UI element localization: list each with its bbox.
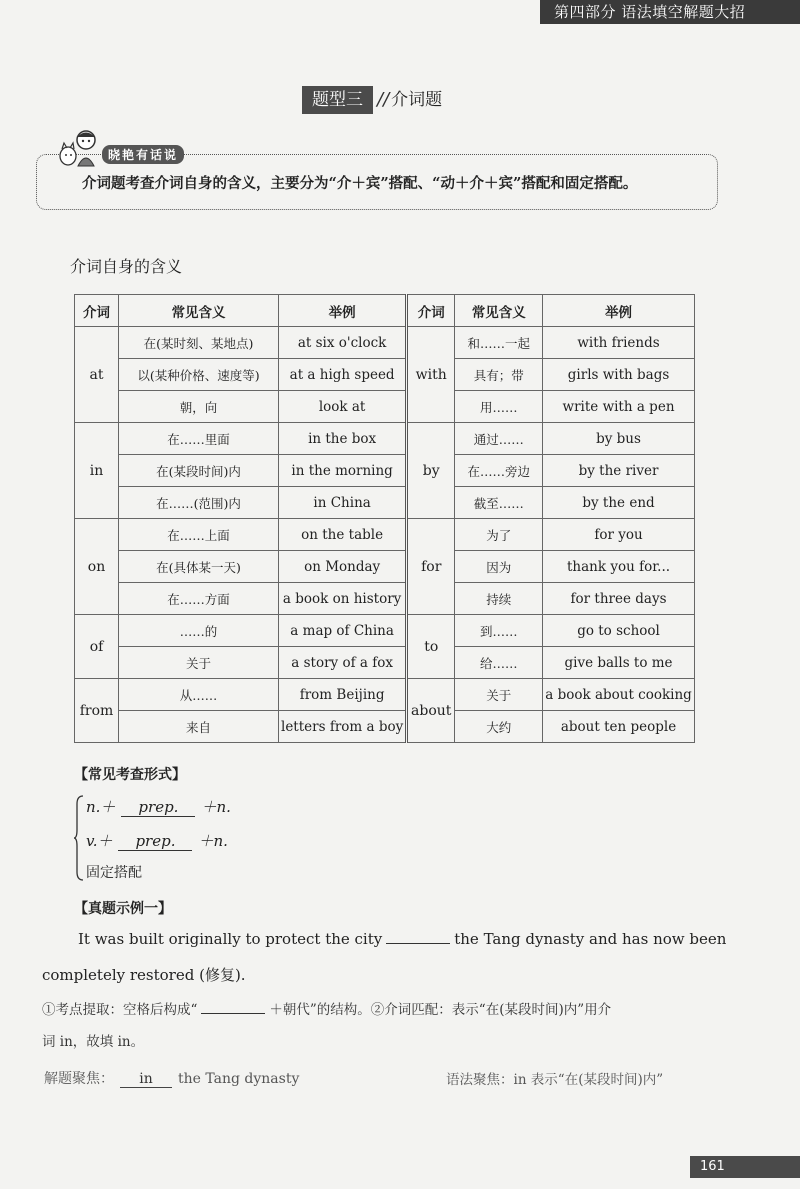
- table-row: [75, 711, 695, 743]
- example-sentence-line2: completely restored (修复).: [42, 966, 246, 984]
- meaning-cell: 大约: [455, 711, 543, 743]
- section-name: 介词题: [391, 90, 443, 110]
- meaning-cell: 通过……: [455, 423, 543, 455]
- example-cell: at a high speed: [279, 359, 407, 391]
- meaning-cell: 给……: [455, 647, 543, 679]
- pattern-suffix: ＋n.: [201, 798, 231, 816]
- meaning-cell: 和……一起: [455, 327, 543, 359]
- sentence-part: the Tang dynasty and has now been: [454, 930, 727, 948]
- preposition-cell: by: [407, 423, 455, 519]
- part-title-banner: [540, 0, 800, 24]
- meaning-cell: 在(具体某一天): [119, 551, 279, 583]
- page-number: 161: [700, 1159, 725, 1174]
- example-cell: a story of a fox: [279, 647, 407, 679]
- meaning-cell: 来自: [119, 711, 279, 743]
- example-cell: from Beijing: [279, 679, 407, 711]
- meaning-cell: 朝，向: [119, 391, 279, 423]
- example-cell: about ten people: [543, 711, 695, 743]
- preposition-cell: in: [75, 423, 119, 519]
- meaning-cell: 在……上面: [119, 519, 279, 551]
- brace-icon: [74, 794, 84, 882]
- table-row: [75, 519, 695, 551]
- preposition-table: [74, 294, 695, 743]
- example-cell: with friends: [543, 327, 695, 359]
- header-example: 举例: [543, 295, 695, 327]
- preposition-cell: from: [75, 679, 119, 743]
- subheading: 介词自身的含义: [70, 257, 183, 276]
- meaning-cell: 因为: [455, 551, 543, 583]
- page-number-banner: [690, 1156, 800, 1178]
- preposition-cell: to: [407, 615, 455, 679]
- example-label: 【真题示例一】: [74, 901, 172, 917]
- example-cell: write with a pen: [543, 391, 695, 423]
- meaning-cell: 在……(范围)内: [119, 487, 279, 519]
- focus-label: 解题聚焦：: [44, 1071, 114, 1087]
- example-cell: at six o'clock: [279, 327, 407, 359]
- grammar-focus: 语法聚焦：in 表示“在(某段时间)内”: [446, 1072, 664, 1088]
- meaning-cell: 在……方面: [119, 583, 279, 615]
- header-prep: 介词: [75, 295, 119, 327]
- example-cell: by the end: [543, 487, 695, 519]
- example-cell: a map of China: [279, 615, 407, 647]
- preposition-cell: for: [407, 519, 455, 615]
- meaning-cell: 具有；带: [455, 359, 543, 391]
- example-cell: in the box: [279, 423, 407, 455]
- meaning-cell: 在(某时刻、某地点): [119, 327, 279, 359]
- meaning-cell: 到……: [455, 615, 543, 647]
- meaning-cell: 在……旁边: [455, 455, 543, 487]
- meaning-cell: 关于: [455, 679, 543, 711]
- example-cell: go to school: [543, 615, 695, 647]
- pattern-verb-prep-noun: [86, 830, 228, 851]
- table-row: [75, 487, 695, 519]
- meaning-cell: 在(某段时间)内: [119, 455, 279, 487]
- example-cell: on Monday: [279, 551, 407, 583]
- preposition-cell: of: [75, 615, 119, 679]
- table-row: [75, 679, 695, 711]
- pattern-noun-prep-noun: [86, 796, 231, 817]
- meaning-cell: 关于: [119, 647, 279, 679]
- header-meaning: 常见含义: [455, 295, 543, 327]
- focus-phrase: the Tang dynasty: [178, 1071, 300, 1087]
- pattern-prefix: v.＋: [86, 832, 113, 850]
- header-example: 举例: [279, 295, 407, 327]
- table-row: [75, 327, 695, 359]
- meaning-cell: 从……: [119, 679, 279, 711]
- answer-blank: [386, 943, 450, 944]
- example-cell: in the morning: [279, 455, 407, 487]
- sentence-part: It was built originally to protect the city: [78, 930, 383, 948]
- meaning-cell: ……的: [119, 615, 279, 647]
- analysis-line1: [42, 998, 611, 1018]
- meaning-cell: 以(某种价格、速度等): [119, 359, 279, 391]
- pattern-fixed: 固定搭配: [86, 865, 142, 881]
- example-cell: by bus: [543, 423, 695, 455]
- example-cell: a book on history: [279, 583, 407, 615]
- table-row: [75, 455, 695, 487]
- table-row: [75, 359, 695, 391]
- table-row: [75, 423, 695, 455]
- teacher-cartoon-icon: [56, 128, 100, 168]
- example-cell: by the river: [543, 455, 695, 487]
- pattern-blank: prep.: [121, 798, 195, 817]
- table-row: [75, 647, 695, 679]
- header-meaning: 常见含义: [119, 295, 279, 327]
- analysis-blank: [201, 1013, 265, 1014]
- meaning-cell: 为了: [455, 519, 543, 551]
- table-row: [75, 391, 695, 423]
- table-row: [75, 615, 695, 647]
- preposition-cell: at: [75, 327, 119, 423]
- preposition-cell: about: [407, 679, 455, 743]
- example-cell: thank you for...: [543, 551, 695, 583]
- section-type-label: 题型三: [302, 86, 373, 114]
- pattern-blank: prep.: [118, 832, 192, 851]
- tip-badge-label: 晓艳有话说: [102, 145, 184, 164]
- section-title: [302, 86, 442, 114]
- header-prep: 介词: [407, 295, 455, 327]
- example-sentence-line1: [78, 930, 726, 948]
- example-cell: a book about cooking: [543, 679, 695, 711]
- analysis-line2: 词 in，故填 in。: [42, 1034, 145, 1050]
- analysis-part: ①考点提取：空格后构成“: [42, 1002, 198, 1018]
- example-cell: for you: [543, 519, 695, 551]
- focus-line: [44, 1068, 299, 1088]
- forms-label: 【常见考查形式】: [74, 767, 186, 783]
- meaning-cell: 截至……: [455, 487, 543, 519]
- tip-badge: [56, 128, 184, 168]
- table-row: [75, 551, 695, 583]
- focus-answer: in: [120, 1071, 172, 1088]
- preposition-cell: on: [75, 519, 119, 615]
- analysis-part: ＋朝代”的结构。②介词匹配：表示“在(某段时间)内”用介: [269, 1002, 612, 1018]
- table-row: [75, 583, 695, 615]
- section-slash: //: [377, 89, 390, 110]
- part-title: 第四部分 语法填空解题大招: [554, 3, 746, 21]
- example-cell: letters from a boy: [279, 711, 407, 743]
- example-cell: in China: [279, 487, 407, 519]
- pattern-suffix: ＋n.: [198, 832, 228, 850]
- example-cell: give balls to me: [543, 647, 695, 679]
- pattern-prefix: n.＋: [86, 798, 116, 816]
- tip-text: 介词题考查介词自身的含义，主要分为“介＋宾”搭配、“动＋介＋宾”搭配和固定搭配。: [82, 175, 638, 192]
- example-cell: on the table: [279, 519, 407, 551]
- meaning-cell: 在……里面: [119, 423, 279, 455]
- example-cell: look at: [279, 391, 407, 423]
- meaning-cell: 用……: [455, 391, 543, 423]
- example-cell: for three days: [543, 583, 695, 615]
- meaning-cell: 持续: [455, 583, 543, 615]
- example-cell: girls with bags: [543, 359, 695, 391]
- preposition-cell: with: [407, 327, 455, 423]
- table-header-row: [75, 295, 695, 327]
